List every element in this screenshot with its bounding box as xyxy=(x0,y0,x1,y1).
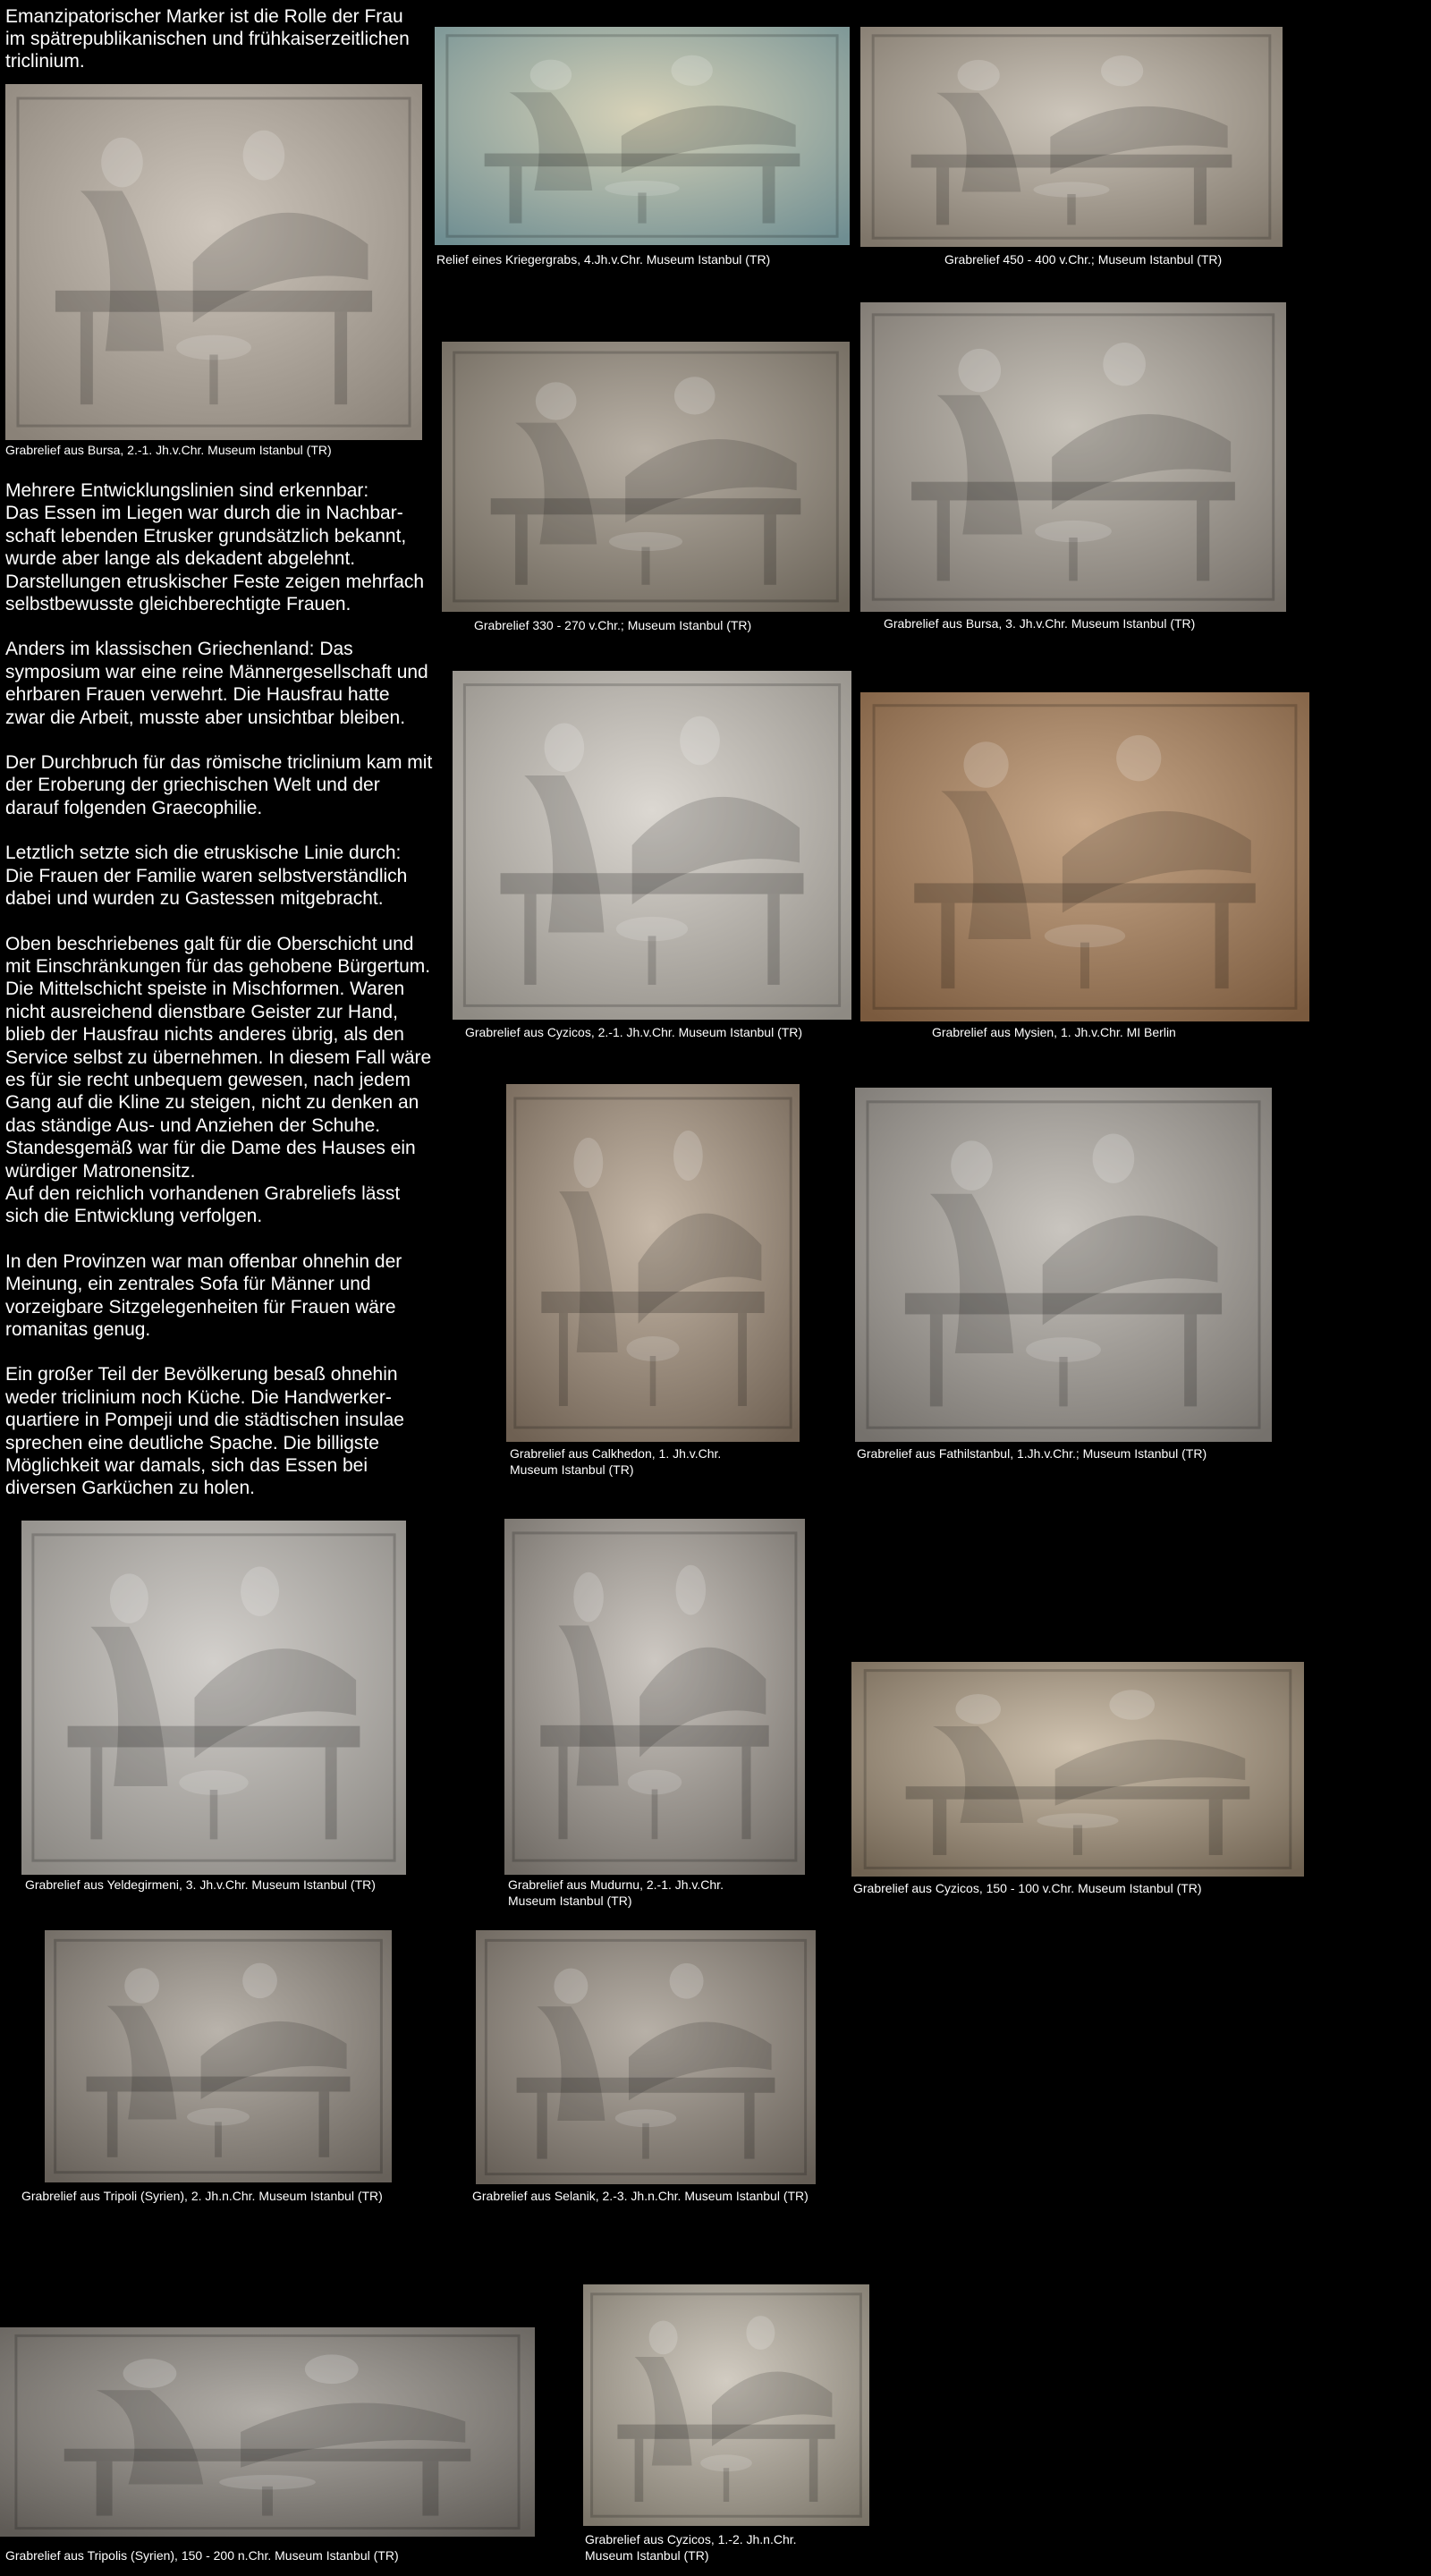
relief-photo-bursa-3jh xyxy=(860,302,1286,612)
relief-photo-kriegergrab xyxy=(435,27,850,245)
relief-photo-cyzicos-150 xyxy=(851,1662,1304,1877)
paragraph: Mehrere Entwicklungslinien sind erkennbar: Das Essen im Liegen war durch die in Nachbar- schaft lebenden Etrusker grundsätzlich bekannt, wurde aber lange als dekadent abgelehnt. Darstellungen etruskischer Feste zeigen mehrfach selbstbewusste gleichberechtigte Frauen. xyxy=(5,480,425,615)
relief-caption: Relief eines Kriegergrabs, 4.Jh.v.Chr. Museum Istanbul (TR) xyxy=(436,252,771,267)
relief-photo-mudurnu xyxy=(504,1519,805,1875)
paragraph: Anders im klassischen Griechenland: Das symposium war eine reine Männergesellschaft und ehrbaren Frauen verwehrt. Die Hausfrau hatte zwar die Arbeit, musste aber unsichtbar bleiben. xyxy=(5,639,428,728)
relief-photo-mysien xyxy=(860,692,1309,1021)
relief-caption: Grabrelief aus Cyzicos, 2.-1. Jh.v.Chr. Museum Istanbul (TR) xyxy=(465,1025,803,1039)
relief-caption: Grabrelief aus Selanik, 2.-3. Jh.n.Chr. Museum Istanbul (TR) xyxy=(472,2189,809,2203)
relief-photo-tripolis xyxy=(0,2327,535,2537)
relief-caption: Grabrelief aus Yeldegirmeni, 3. Jh.v.Chr. Museum Istanbul (TR) xyxy=(25,1877,376,1892)
relief-photo-tripoli xyxy=(45,1930,392,2182)
relief-caption: Grabrelief aus Fathilstanbul, 1.Jh.v.Chr.; Museum Istanbul (TR) xyxy=(857,1446,1207,1461)
relief-photo-yeldegirmeni xyxy=(21,1521,406,1875)
relief-caption: Grabrelief aus Bursa, 2.-1. Jh.v.Chr. Museum Istanbul (TR) xyxy=(5,443,332,457)
relief-photo-fathilstanbul xyxy=(855,1088,1272,1442)
relief-caption: Grabrelief 330 - 270 v.Chr.; Museum Istanbul (TR) xyxy=(474,618,752,632)
relief-caption: Grabrelief aus Cyzicos, 150 - 100 v.Chr. Museum Istanbul (TR) xyxy=(853,1881,1202,1895)
relief-caption: Grabrelief aus Mudurnu, 2.-1. Jh.v.Chr. Museum Istanbul (TR) xyxy=(508,1877,724,1908)
paragraph: Oben beschriebenes galt für die Oberschicht und mit Einschränkungen für das gehobene Bürgertum. Die Mittelschicht speiste in Mischformen. Waren nicht ausreichend dienstbare Geister zur Hand, blieb der Hausfrau nichts anderes übrig, als den Service selbst zu übernehmen. In diesem Fall wäre es für sie recht unbequem gewesen, nach jedem Gang auf die Kline zu steigen, nicht zu denken an das ständige Aus- und Anziehen der Schuhe. Standesgemäß war für die Dame des Hauses ein würdiger Matronensitz. Auf den reichlich vorhandenen Grabreliefs lässt sich die Entwicklung verfolgen. xyxy=(5,933,432,1227)
paragraph: Ein großer Teil der Bevölkerung besaß ohnehin weder triclinium noch Küche. Die Handwerker- quartiere in Pompeji und die städtischen insulae sprechen eine deutliche Spache. Die billigste Möglichkeit war damals, sich das Essen bei diversen Garküchen zu holen. xyxy=(5,1364,404,1499)
relief-photo-450-400 xyxy=(860,27,1283,247)
relief-caption: Grabrelief aus Calkhedon, 1. Jh.v.Chr. Museum Istanbul (TR) xyxy=(510,1446,722,1477)
relief-caption: Grabrelief aus Tripolis (Syrien), 150 - 200 n.Chr. Museum Istanbul (TR) xyxy=(5,2548,399,2563)
relief-caption: Grabrelief aus Tripoli (Syrien), 2. Jh.n.Chr. Museum Istanbul (TR) xyxy=(21,2189,383,2203)
relief-caption: Grabrelief aus Bursa, 3. Jh.v.Chr. Museum Istanbul (TR) xyxy=(884,616,1196,631)
relief-photo-calkhedon xyxy=(506,1084,800,1442)
relief-photo-selanik xyxy=(476,1930,816,2184)
relief-photo-cyzicos xyxy=(453,671,851,1020)
relief-caption: Grabrelief 450 - 400 v.Chr.; Museum Istanbul (TR) xyxy=(944,252,1223,267)
body-text xyxy=(5,479,435,1500)
paragraph: Letztlich setzte sich die etruskische Linie durch: Die Frauen der Familie waren selbstverständlich dabei und wurden zu Gastessen mitgebracht. xyxy=(5,843,408,910)
relief-caption: Grabrelief aus Cyzicos, 1.-2. Jh.n.Chr. Museum Istanbul (TR) xyxy=(585,2532,797,2563)
relief-photo-cyzicos-1-2 xyxy=(583,2284,869,2526)
paragraph: In den Provinzen war man offenbar ohnehin der Meinung, ein zentrales Sofa für Männer und vorzeigbare Sitzgelegenheiten für Frauen wäre romanitas genug. xyxy=(5,1250,402,1340)
intro-text: Emanzipatorischer Marker ist die Rolle der Frau im spätrepublikanischen und frühkaiserzeitlichen triclinium. xyxy=(5,6,410,72)
relief-caption: Grabrelief aus Mysien, 1. Jh.v.Chr. MI Berlin xyxy=(932,1025,1176,1039)
relief-photo-bursa xyxy=(5,84,422,440)
relief-photo-330-270 xyxy=(442,342,850,612)
paragraph: Der Durchbruch für das römische triclinium kam mit der Eroberung der griechischen Welt und der darauf folgenden Graecophilie. xyxy=(5,752,433,818)
